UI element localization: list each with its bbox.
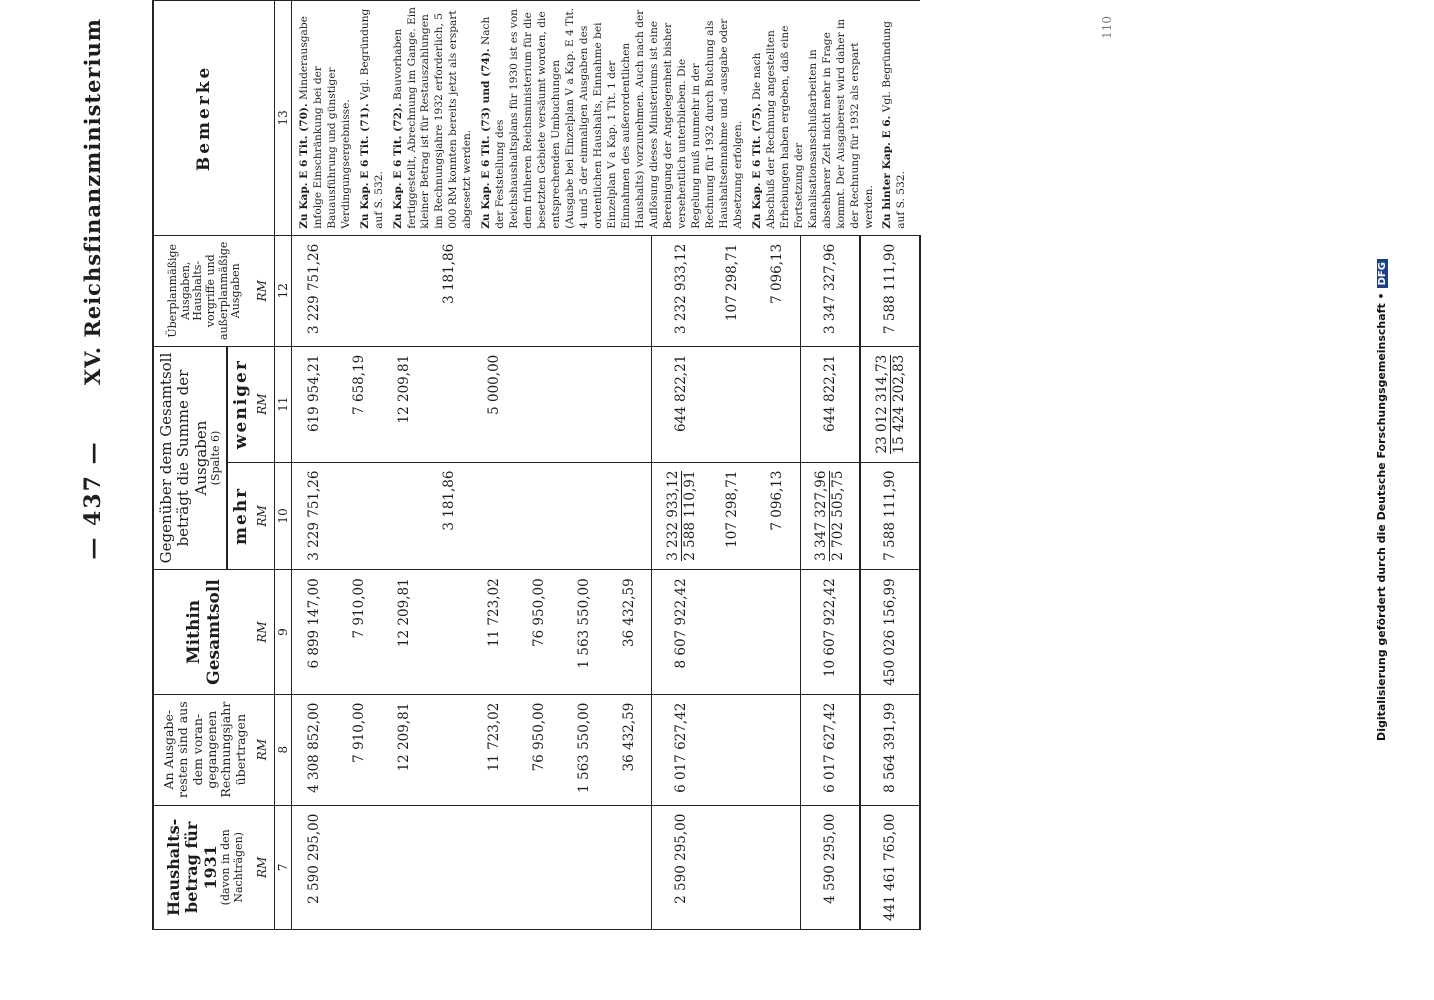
column-number-8: 8 [274, 694, 291, 805]
remark-item: Zu Kap. E 6 Tit. (73) und (74). Nach der Feststellung des Reichshaushaltsplans für 1930 ist es von dem früheren Reichsministerium für die besetzten Gebiete versäumt worden, die entsprechenden Umbuchungen (Ausgabe bei Einzelplan V a Kap. E 4 Tit. 4 und 5 der einmaligen Ausgaben des ordentlichen Haushalts, Einnahme bei Einzelplan V a Kap. 1 Tit. 1 der Einnahmen des außerordentlichen Haushalts) vorzunehmen. Auch nach der Auflösung dieses Ministeriums ist eine Bereinigung der Angelegenheit bisher versehentlich unterblieben. Die Regelung muß nunmehr in der Rechnung für 1932 durch Buchung als Haushaltseinnahme und -ausgabe oder Absetzung erfolgen. [480, 7, 744, 229]
remarks-column [291, 1, 920, 236]
remark-item: Zu Kap. E 6 Tit. (70). Minderausgabe infolge Einschränkung bei der Bauausführung und günstiger Verdingungsergebnisse. [297, 16, 352, 229]
remark-item: Zu Kap. E 6 Tit. (71). Vgl. Begründung auf S. 532. [358, 8, 385, 229]
digitization-credit: Digitalisierung gefördert durch die Deutsche Forschungsgemeinschaft •DFG [1375, 40, 1388, 960]
table-row: 2 590 295,00 4 308 852,00 6 899 147,00 3 229 751,26 619 954,21 3 229 751,26 Zu Kap. E 6 Tit. (70). Minderausgabe infolge Einschränkung bei der Bauausführung und günstiger Verdingungsergebnisse. Zu Kap. E 6 Tit. (71). Vgl. Begründung auf S. 532. Zu Kap. E 6 Tit. (72). Bauvorhaben fertiggestellt, Abrechnung im Gange. Ein kleiner Betrag ist für Restauszahlungen im Rechnungsjahre 1932 erforderlich, 5 000 RM konnten bereits jetzt als erspart abgesetzt werden. Zu Kap. E 6 Tit. (73) und (74). Nach der Feststellung des Reichshaushaltsplans für 1930 ist es von dem früheren Reichsministerium für die besetzten Gebiete versäumt worden, die entsprechenden Umbuchungen (Ausgabe bei Einzelplan V a Kap. E 4 Tit. 4 und 5 der einmaligen Ausgaben des ordentlichen Haushalts, Einnahme bei Einzelplan V a Kap. 1 Tit. 1 der Einnahmen des außerordentlichen Haushalts) vorzunehmen. Auch nach der Auflösung dieses Ministeriums ist eine Bereinigung der Angelegenheit bisher versehentlich unterblieben. Die Regelung muß nunmehr in der Rechnung für 1932 durch Buchung als Haushaltseinnahme und -ausgabe oder Absetzung erfolgen. Zu Kap. E 6 Tit. (75). Die nach Abschluß der Rechnung angestellten Erhebungen haben ergeben, daß eine Fortsetzung der Kanalisationsanschlußarbeiten in absehbarer Zeit nicht mehr in Frage kommt. Der Ausgaberest wird daher in der Rechnung für 1932 als erspart werden. Zu hinter Kap. E 6. Vgl. Begründung auf S. 532. [291, 1, 337, 930]
column-number-12: 12 [274, 235, 291, 346]
grand-total-row: 441 461 765,00 8 564 391,99 450 026 156,99 7 588 111,90 23 012 314,73 15 424 202,83 7 588 111,90 [860, 1, 921, 930]
header-ausgabereste: An Ausgabe-resten sind aus dem voran-gegangenen Rechnungsjahr übertragen [153, 694, 256, 805]
table-row: 107 298,71 107 298,71 [710, 1, 755, 930]
header-haushaltsbetrag: Haushalts-betrag für 1931 (davon in den Nachträgen) [153, 805, 256, 929]
total-mehr: 3 347 327,96 [813, 470, 830, 561]
column-number-10: 10 [274, 462, 291, 570]
table-row: 1 563 550,00 1 563 550,00 [561, 1, 606, 930]
table-row: 36 432,59 36 432,59 [606, 1, 652, 930]
side-mark: 110 [1100, 16, 1114, 39]
ledger-page [60, 0, 1400, 1000]
subtotal-mehr-net: 2 588 110,91 [681, 470, 698, 561]
unit-col12: RM [256, 235, 274, 346]
header-summe-der-ausgaben: Gegenüber dem Gesamtsoll beträgt die Summe der Ausgaben (Spalte 6) [153, 346, 227, 570]
table-row: 12 209,81 12 209,81 12 209,81 [382, 1, 427, 930]
header-ueberplanmaessig: Überplanmäßige Ausgaben, Haushalts-vorgriffe und außerplanmäßige Ausgaben [153, 235, 256, 346]
unit-col8: RM [256, 694, 274, 805]
subtotal-row: 2 590 295,00 6 017 627,42 8 607 922,42 3 232 933,12 2 588 110,91 644 822,21 3 232 933,12 [652, 1, 710, 930]
unit-col7: RM [256, 805, 274, 929]
table-row: 7 910,00 7 910,00 7 658,19 [337, 1, 382, 930]
unit-col11: RM [256, 346, 274, 462]
grand-total-weniger: 23 012 314,73 [873, 354, 890, 454]
column-number-7: 7 [274, 805, 291, 929]
remark-item: Zu Kap. E 6 Tit. (72). Bauvorhaben fertiggestellt, Abrechnung im Gange. Ein kleiner Betrag ist für Restauszahlungen im Rechnungsjahre 1932 erforderlich, 5 000 RM konnten bereits jetzt als erspart abgesetzt werden. [391, 7, 474, 229]
table-row: 7 096,13 7 096,13 [755, 1, 801, 930]
table-row: 11 723,02 11 723,02 5 000,00 [472, 1, 517, 930]
dfg-logo: DFG [1377, 259, 1388, 288]
subtotal-mehr: 3 232 933,12 [664, 470, 681, 561]
column-number-13: 13 [274, 1, 291, 236]
remark-item: Zu hinter Kap. E 6. Vgl. Begründung auf S. 532. [881, 20, 908, 229]
budget-ledger-table [152, 0, 921, 930]
grand-total-weniger-net: 15 424 202,83 [890, 354, 907, 454]
header-weniger: weniger [227, 346, 256, 462]
remark-item: Zu Kap. E 6 Tit. (75). Die nach Abschluß der Rechnung angestellten Erhebungen haben ergeben, daß eine Fortsetzung der Kanalisationsanschlußarbeiten in absehbarer Zeit nicht mehr in Frage kommt. Der Ausgaberest wird daher in der Rechnung für 1932 als erspart werden. [750, 18, 875, 229]
header-mehr: mehr [227, 462, 256, 570]
total-mehr-net: 2 702 505,75 [830, 470, 847, 561]
total-row: 4 590 295,00 6 017 627,42 10 607 922,42 3 347 327,96 2 702 505,75 644 822,21 3 347 327,96 [800, 1, 860, 930]
column-number-9: 9 [274, 570, 291, 694]
table-row: 76 950,00 76 950,00 [516, 1, 561, 930]
header-gesamtsoll: Mithin Gesamtsoll [153, 570, 256, 694]
unit-col9: RM [256, 570, 274, 694]
page-number: — 437 — [80, 440, 106, 560]
table-row: 3 181,86 3 181,86 [427, 1, 472, 930]
header-bemerke: Bemerke [153, 1, 256, 236]
unit-col10: RM [256, 462, 274, 570]
section-title: XV. Reichsfinanzministerium [80, 18, 105, 386]
column-number-11: 11 [274, 346, 291, 462]
